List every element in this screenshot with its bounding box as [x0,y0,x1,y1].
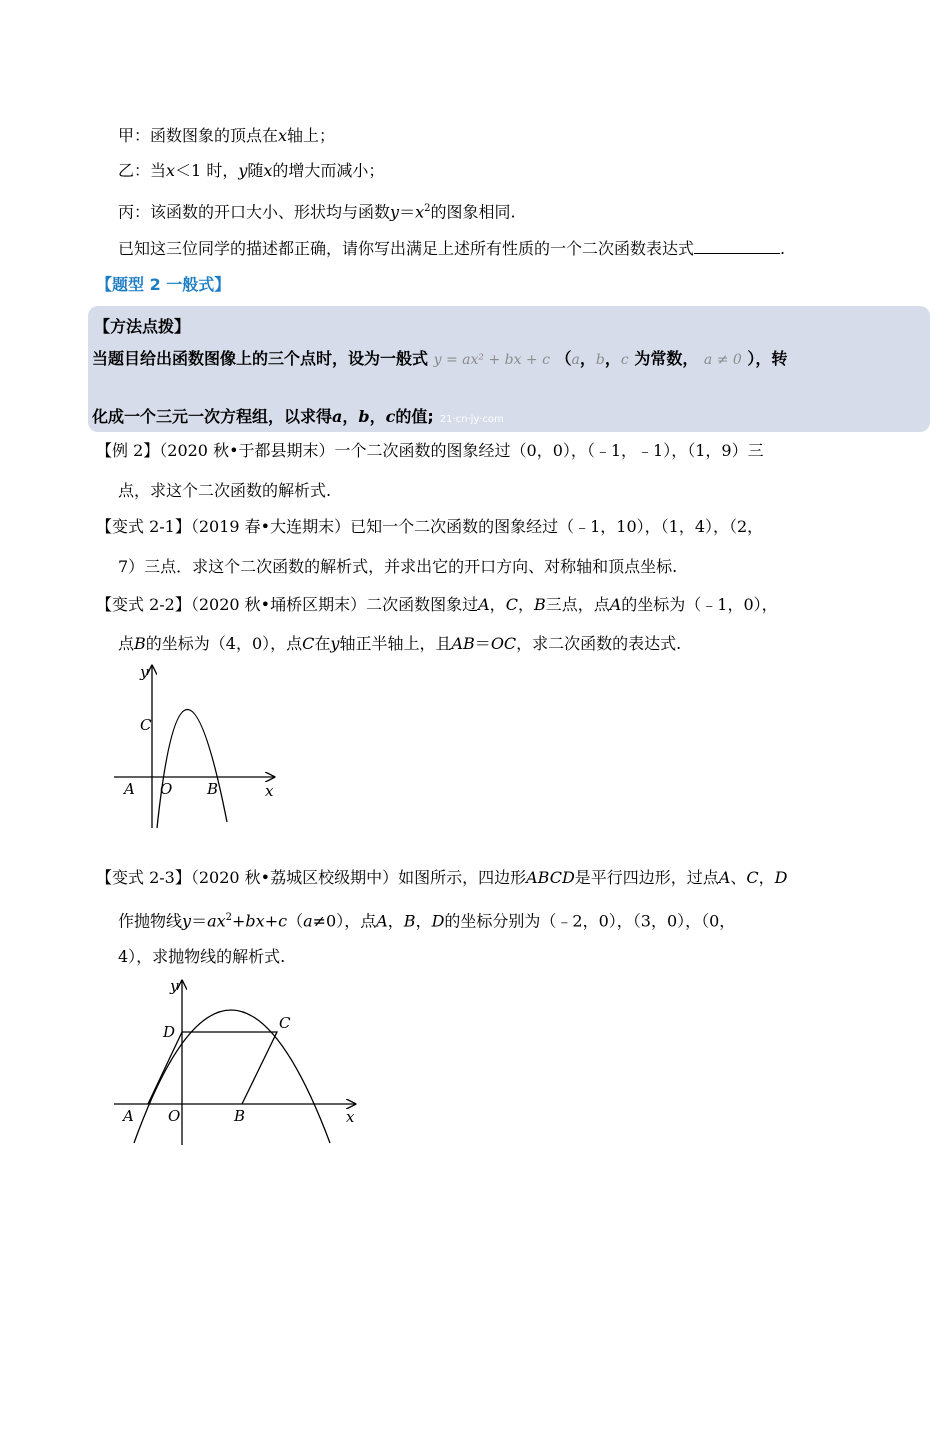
label-y: y [140,663,149,681]
label-B: B [207,780,219,798]
condition-yi: 乙：当x＜1 时，y随x的增大而减小； [118,161,385,180]
variant21-line1: 【变式 2-1】（2019 春•大连期末）已知一个二次函数的图象经过（﹣1，10），（1，4），（2， [96,517,764,536]
variant23-line2: 作抛物线$y=ax^2+bx+c(a\ne 0)$，点A，B，D的坐标分别为（﹣2，0），（3，0），（0， [118,911,736,931]
label-O: O [160,780,173,798]
variant22-line1: 【变式 2-2】（2020 秋•埇桥区期末）二次函数图象过A，C，B三点，点A的坐标为（﹣1，0）， [96,595,778,614]
watermark: 21·cn·jy·com [439,414,504,425]
parabola-curve [157,709,227,828]
label-x: x [265,782,274,800]
label-C: C [279,1014,291,1032]
figure-parabola-1 [110,660,290,835]
method-heading: 【方法点拨】 [94,317,191,336]
variant23-line1: 【变式 2-3】（2020 秋•荔城区校级期中）如图所示，四边形ABCD是平行四边形，过点A、C，D [96,868,788,887]
variant22-line2: 点B的坐标为（4，0），点C在y轴正半轴上，且AB＝OC，求二次函数的表达式. [118,634,682,653]
label-y: y [170,977,179,995]
nonzero-condition: a ≠ 0 [703,352,742,368]
label-B: B [234,1107,246,1125]
method-line-1: 当题目给出函数图像上的三个点时，设为一般式 y = ax² + bx + c （a，b，c 为常数， a ≠ 0 ），转 [92,349,788,368]
variant23-line3: 4），求抛物线的解析式. [118,947,286,966]
label-D: D [163,1023,176,1041]
question-line: 已知这三位同学的描述都正确，请你写出满足上述所有性质的一个二次函数表达式 . [118,239,786,258]
example2-line2: 点，求这个二次函数的解析式. [118,481,332,500]
figure-parallelogram [110,975,370,1150]
example2-line1: 【例 2】（2020 秋•于都县期末）一个二次函数的图象经过（0，0），（﹣1，﹣1），（1，9）三 [96,441,764,460]
general-formula: y = ax² + bx + c [433,352,550,368]
condition-jia: 甲：函数图象的顶点在x轴上； [118,126,336,145]
section-title: 【题型 2 一般式】 [96,275,231,294]
label-x: x [346,1108,355,1126]
label-O: O [168,1107,181,1125]
variant21-line2: 7）三点．求这个二次函数的解析式，并求出它的开口方向、对称轴和顶点坐标. [118,557,678,576]
condition-bing: 丙：该函数的开口大小、形状均与函数$y=x^2$的图象相同. [118,202,516,222]
label-C: C [140,716,152,734]
answer-blank[interactable] [694,239,780,254]
method-line-2: 化成一个三元一次方程组，以求得a，b，c的值; 21·cn·jy·com [92,407,504,426]
label-A: A [123,1107,134,1125]
label-A: A [124,780,135,798]
